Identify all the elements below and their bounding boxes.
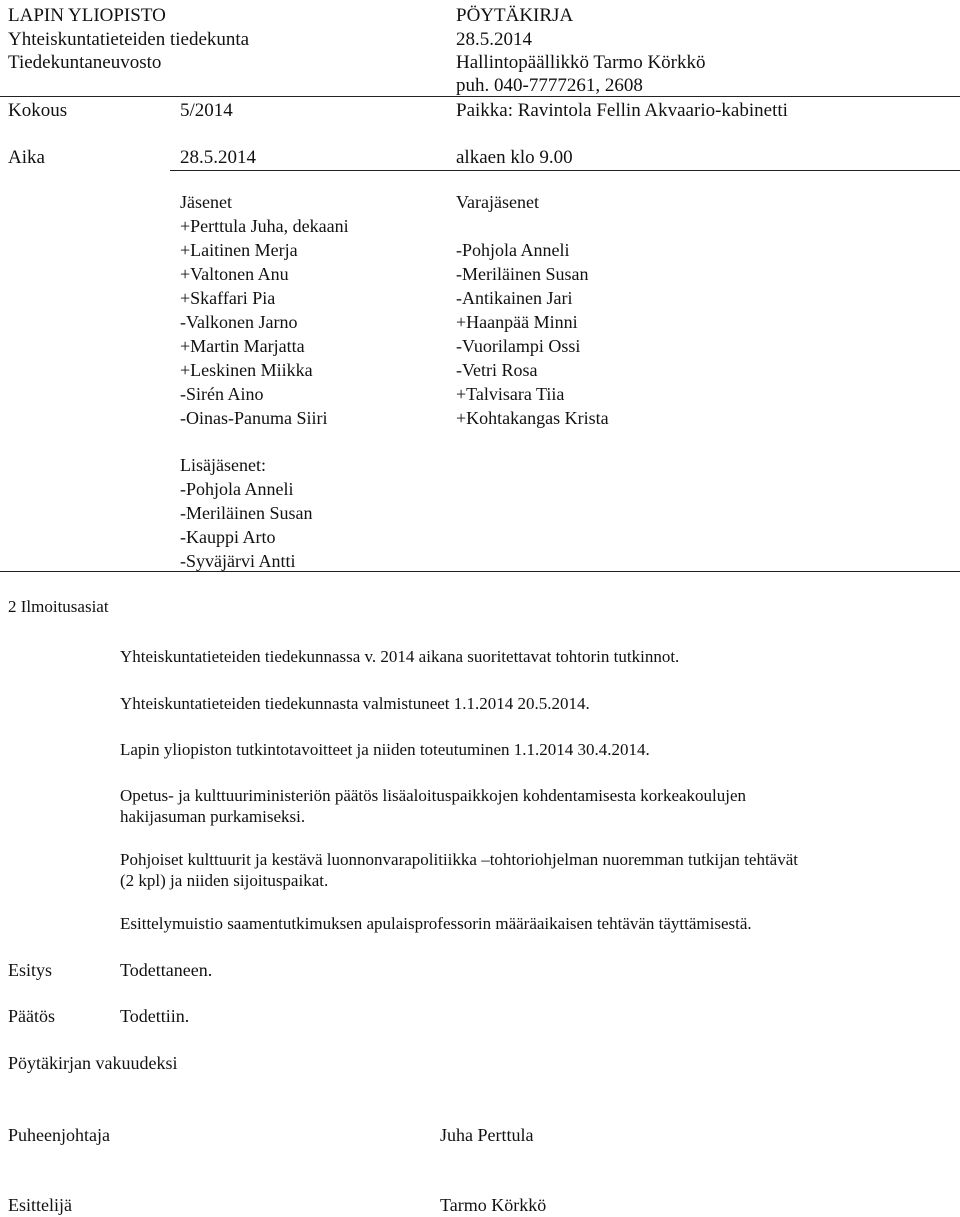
deputies-list: [456, 238, 609, 430]
member-item: -Valkonen Jarno: [180, 312, 298, 332]
deputy-item: -Vuorilampi Ossi: [456, 336, 581, 356]
meeting-label: Kokous: [8, 100, 68, 121]
notice-item: Opetus- ja kulttuuriministeriön päätös lisäaloituspaikkojen kohdentamisesta korkeakoulujen: [120, 786, 747, 805]
signatures-title: Pöytäkirjan vakuudeksi: [8, 1053, 178, 1073]
member-item: +Skaffari Pia: [180, 288, 276, 308]
deputy-item: -Vetri Rosa: [456, 360, 538, 380]
extra-members-heading: Lisäjäsenet:: [180, 455, 266, 475]
notice-item: Esittelymuistio saamentutkimuksen apulaisprofessorin määräaikaisen tehtävän täyttämisestä.: [120, 914, 752, 933]
secretary-label: Esittelijä: [8, 1195, 72, 1215]
members-heading: Jäsenet: [180, 192, 232, 212]
member-item: -Sirén Aino: [180, 384, 264, 404]
header-divider: [0, 96, 960, 97]
contact-name: Hallintopäällikkö Tarmo Körkkö: [456, 52, 706, 73]
deputy-item: +Kohtakangas Krista: [456, 408, 609, 428]
faculty-name: Yhteiskuntatieteiden tiedekunta: [8, 29, 250, 50]
member-item: +Leskinen Miikka: [180, 360, 313, 380]
member-item: +Laitinen Merja: [180, 240, 298, 260]
decision-label: Päätös: [8, 1006, 55, 1026]
members-list: [180, 214, 349, 430]
document-date: 28.5.2014: [456, 29, 532, 50]
extra-member-item: -Meriläinen Susan: [180, 503, 313, 523]
member-item: +Martin Marjatta: [180, 336, 305, 356]
secretary-name: Tarmo Körkkö: [440, 1195, 547, 1215]
deputy-item: +Talvisara Tiia: [456, 384, 565, 404]
deputy-item: +Haanpää Minni: [456, 312, 578, 332]
extra-member-item: -Pohjola Anneli: [180, 479, 294, 499]
meeting-date: 28.5.2014: [180, 147, 256, 168]
time-label: Aika: [8, 147, 45, 168]
attendance-bottom-divider: [0, 571, 960, 572]
meeting-number: 5/2014: [180, 100, 233, 121]
section-title: 2 Ilmoitusasiat: [8, 597, 109, 616]
member-item: +Valtonen Anu: [180, 264, 289, 284]
contact-phone: puh. 040-7777261, 2608: [456, 75, 643, 96]
chair-label: Puheenjohtaja: [8, 1125, 110, 1145]
deputy-item: -Antikainen Jari: [456, 288, 573, 308]
notice-item: Yhteiskuntatieteiden tiedekunnassa v. 2014 aikana suoritettavat tohtorin tutkinnot.: [120, 647, 680, 666]
org-name: LAPIN YLIOPISTO: [8, 5, 166, 26]
extra-members-list: [180, 477, 312, 573]
decision-value: Todettiin.: [120, 1006, 190, 1026]
extra-member-item: -Syväjärvi Antti: [180, 551, 296, 571]
board-name: Tiedekuntaneuvosto: [8, 52, 162, 73]
deputies-heading: Varajäsenet: [456, 192, 539, 212]
member-item: +Perttula Juha, dekaani: [180, 216, 349, 236]
proposal-label: Esitys: [8, 960, 53, 980]
proposal-value: Todettaneen.: [120, 960, 213, 980]
chair-name: Juha Perttula: [440, 1125, 534, 1145]
meeting-start: alkaen klo 9.00: [456, 147, 573, 168]
attendance-divider: [170, 170, 960, 171]
deputy-item: -Pohjola Anneli: [456, 240, 570, 260]
notice-item: Lapin yliopiston tutkintotavoitteet ja niiden toteutuminen 1.1.2014 30.4.2014.: [120, 740, 650, 759]
document-type: PÖYTÄKIRJA: [456, 5, 574, 26]
member-item: -Oinas-Panuma Siiri: [180, 408, 328, 428]
meeting-place: Paikka: Ravintola Fellin Akvaario-kabinetti: [456, 100, 788, 121]
notice-item-continued: hakijasuman purkamiseksi.: [120, 807, 306, 826]
extra-member-item: -Kauppi Arto: [180, 527, 276, 547]
notice-item: Yhteiskuntatieteiden tiedekunnasta valmistuneet 1.1.2014 20.5.2014.: [120, 694, 590, 713]
notice-item: Pohjoiset kulttuurit ja kestävä luonnonvarapolitiikka –tohtoriohjelman nuoremman tutkijan tehtävät: [120, 850, 798, 869]
notice-item-continued: (2 kpl) ja niiden sijoituspaikat.: [120, 871, 329, 890]
deputy-item: -Meriläinen Susan: [456, 264, 589, 284]
